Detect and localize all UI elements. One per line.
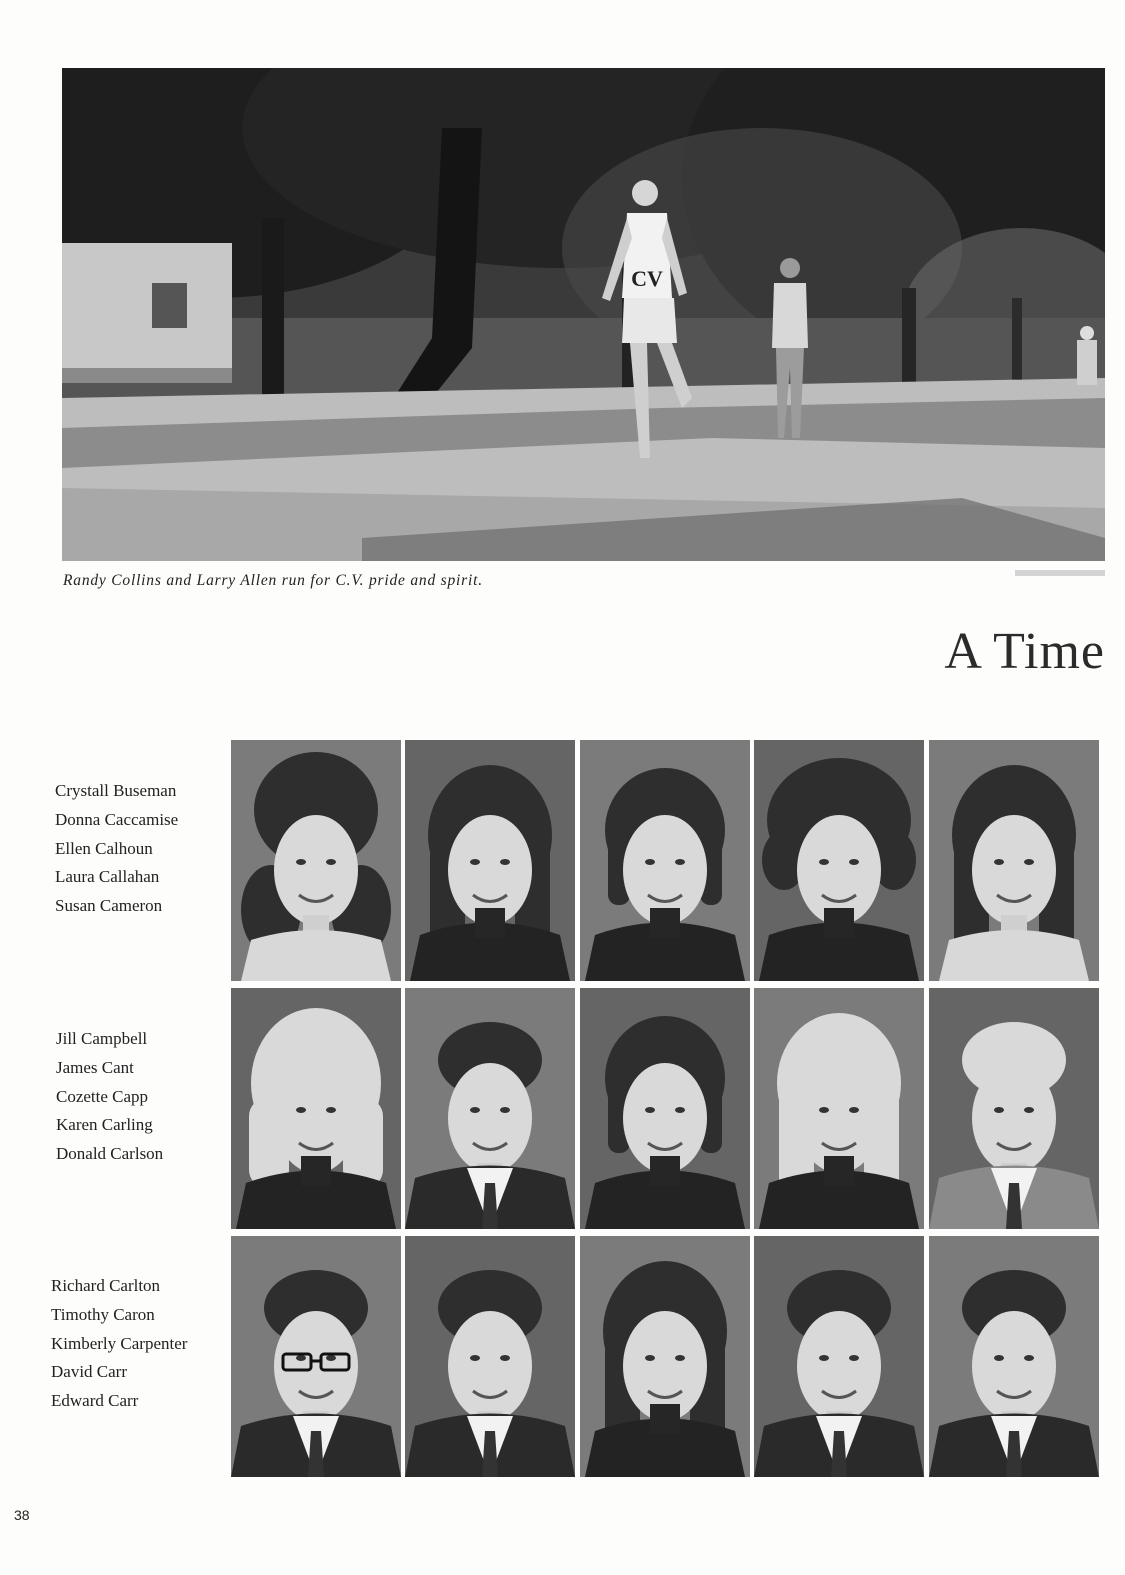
student-name: Edward Carr [51,1391,139,1411]
student-name: David Carr [51,1362,128,1382]
student-portrait [580,988,750,1229]
student-name: Laura Callahan [55,867,160,887]
name-list-row-2 [56,1025,226,1169]
student-portrait [231,740,401,981]
student-name: Timothy Caron [51,1304,155,1324]
student-portrait [231,1236,401,1477]
student-portrait [405,740,575,981]
student-name: Jill Campbell [56,1029,148,1048]
page-number: 38 [14,1507,30,1523]
student-name: James Cant [56,1057,134,1077]
name-list-row-1 [55,777,225,921]
student-portrait [405,1236,575,1477]
photo-caption: Randy Collins and Larry Allen run for C.V. pride and spirit. [63,572,483,589]
decorative-bar [1015,570,1105,576]
student-portrait [754,1236,924,1477]
student-portrait [231,988,401,1229]
student-portrait [580,740,750,981]
student-name: Crystall Buseman [55,781,177,800]
student-name: Susan Cameron [55,896,163,916]
name-list-row-3 [51,1272,221,1416]
student-name: Donna Caccamise [55,809,179,829]
student-name: Ellen Calhoun [55,838,153,858]
student-name: Donald Carlson [56,1144,164,1164]
student-name: Karen Carling [56,1115,153,1135]
student-name: Richard Carlton [51,1276,161,1295]
student-name: Cozette Capp [56,1086,149,1106]
student-portrait [929,740,1099,981]
student-portrait [754,988,924,1229]
student-portrait [580,1236,750,1477]
student-portrait [929,988,1099,1229]
student-name: Kimberly Carpenter [51,1333,188,1353]
main-photo [62,68,1105,561]
student-portrait [929,1236,1099,1477]
student-portrait [754,740,924,981]
student-portrait [405,988,575,1229]
jersey-text: CV [631,266,663,291]
headline: A Time [944,623,1105,680]
